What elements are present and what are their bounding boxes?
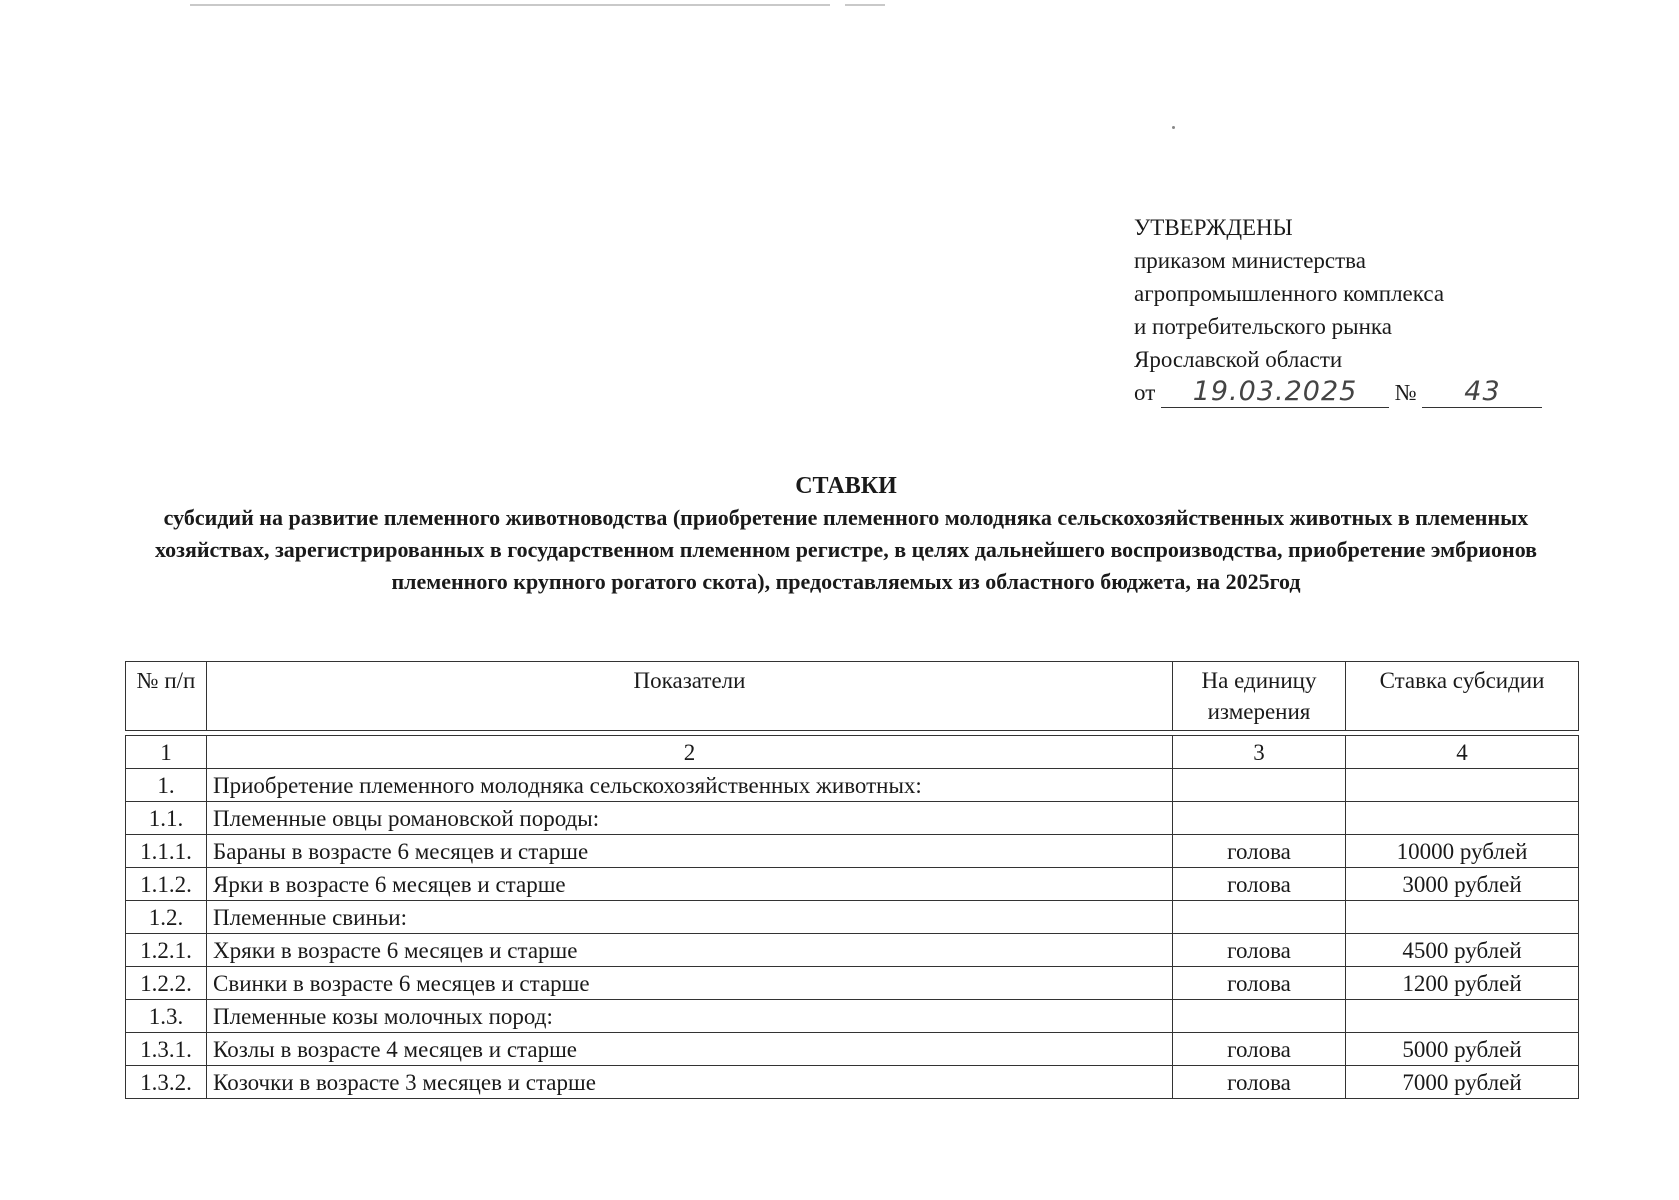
approval-line: агропромышленного комплекса: [1134, 281, 1445, 306]
header-number: № п/п: [126, 662, 207, 731]
row-number: 1.3.: [126, 1000, 207, 1033]
row-rate: [1346, 802, 1579, 835]
approval-block: [1134, 211, 1542, 409]
approval-line: и потребительского рынка: [1134, 314, 1392, 339]
scan-speck: [1172, 126, 1175, 129]
row-rate: 5000 рублей: [1346, 1033, 1579, 1066]
scan-artifact-line: [845, 4, 885, 6]
row-number: 1.1.: [126, 802, 207, 835]
date-prefix: от: [1134, 380, 1156, 405]
table-header-row: [126, 662, 1579, 731]
table-row: [126, 769, 1579, 802]
header-indicator: Показатели: [207, 662, 1173, 731]
row-indicator: Племенные свиньи:: [207, 901, 1173, 934]
table-row: [126, 835, 1579, 868]
row-number: 1.: [126, 769, 207, 802]
column-number: 3: [1173, 736, 1346, 769]
row-unit: голова: [1173, 967, 1346, 1000]
row-rate: 10000 рублей: [1346, 835, 1579, 868]
table-row: [126, 967, 1579, 1000]
row-number: 1.1.2.: [126, 868, 207, 901]
row-unit: [1173, 901, 1346, 934]
row-indicator: Свинки в возрасте 6 месяцев и старше: [207, 967, 1173, 1000]
approval-line: приказом министерства: [1134, 248, 1366, 273]
row-indicator: Козлы в возрасте 4 месяцев и старше: [207, 1033, 1173, 1066]
row-indicator: Племенные козы молочных пород:: [207, 1000, 1173, 1033]
column-number: 4: [1346, 736, 1579, 769]
handwritten-date: 19.03.2025: [1161, 377, 1389, 408]
scan-artifact-line: [190, 4, 830, 6]
column-number-row: [126, 736, 1579, 769]
row-indicator: Бараны в возрасте 6 месяцев и старше: [207, 835, 1173, 868]
document-subtitle: субсидий на развитие племенного животноводства (приобретение племенного молодняка сельскохозяйственных животных в племенных хозяйствах, зарегистрированных в государственном племенном регистре, в целях дальнейшего воспроизводства, приобретение эмбрионов племенного крупного рогатого скота), предоставляемых из областного бюджета, на 2025год: [154, 505, 1538, 594]
handwritten-number: 43: [1422, 377, 1542, 408]
table-row: [126, 1000, 1579, 1033]
row-indicator: Хряки в возрасте 6 месяцев и старше: [207, 934, 1173, 967]
row-number: 1.2.1.: [126, 934, 207, 967]
approval-title: УТВЕРЖДЕНЫ: [1134, 215, 1293, 240]
rates-table: [125, 661, 1579, 1099]
row-rate: 1200 рублей: [1346, 967, 1579, 1000]
row-rate: 3000 рублей: [1346, 868, 1579, 901]
header-unit: На единицу измерения: [1173, 662, 1346, 731]
row-unit: голова: [1173, 1066, 1346, 1099]
row-number: 1.3.2.: [126, 1066, 207, 1099]
row-indicator: Ярки в возрасте 6 месяцев и старше: [207, 868, 1173, 901]
document-title: СТАВКИ: [795, 473, 897, 499]
row-number: 1.2.: [126, 901, 207, 934]
table-row: [126, 1066, 1579, 1099]
row-unit: [1173, 802, 1346, 835]
table-row: [126, 1033, 1579, 1066]
row-rate: [1346, 769, 1579, 802]
table-row: [126, 802, 1579, 835]
row-number: 1.1.1.: [126, 835, 207, 868]
row-unit: голова: [1173, 868, 1346, 901]
row-rate: [1346, 1000, 1579, 1033]
approval-date-line: [1134, 376, 1542, 409]
row-unit: [1173, 1000, 1346, 1033]
column-number: 2: [207, 736, 1173, 769]
row-unit: голова: [1173, 835, 1346, 868]
document-heading: [115, 470, 1577, 598]
row-indicator: Козочки в возрасте 3 месяцев и старше: [207, 1066, 1173, 1099]
row-rate: [1346, 901, 1579, 934]
row-number: 1.3.1.: [126, 1033, 207, 1066]
row-unit: голова: [1173, 934, 1346, 967]
row-rate: 4500 рублей: [1346, 934, 1579, 967]
column-number: 1: [126, 736, 207, 769]
row-unit: голова: [1173, 1033, 1346, 1066]
row-indicator: Приобретение племенного молодняка сельскохозяйственных животных:: [207, 769, 1173, 802]
number-prefix: №: [1394, 380, 1417, 405]
table-row: [126, 901, 1579, 934]
row-unit: [1173, 769, 1346, 802]
table-row: [126, 934, 1579, 967]
row-rate: 7000 рублей: [1346, 1066, 1579, 1099]
approval-line: Ярославской области: [1134, 347, 1343, 372]
row-indicator: Племенные овцы романовской породы:: [207, 802, 1173, 835]
header-rate: Ставка субсидии: [1346, 662, 1579, 731]
table-row: [126, 868, 1579, 901]
row-number: 1.2.2.: [126, 967, 207, 1000]
